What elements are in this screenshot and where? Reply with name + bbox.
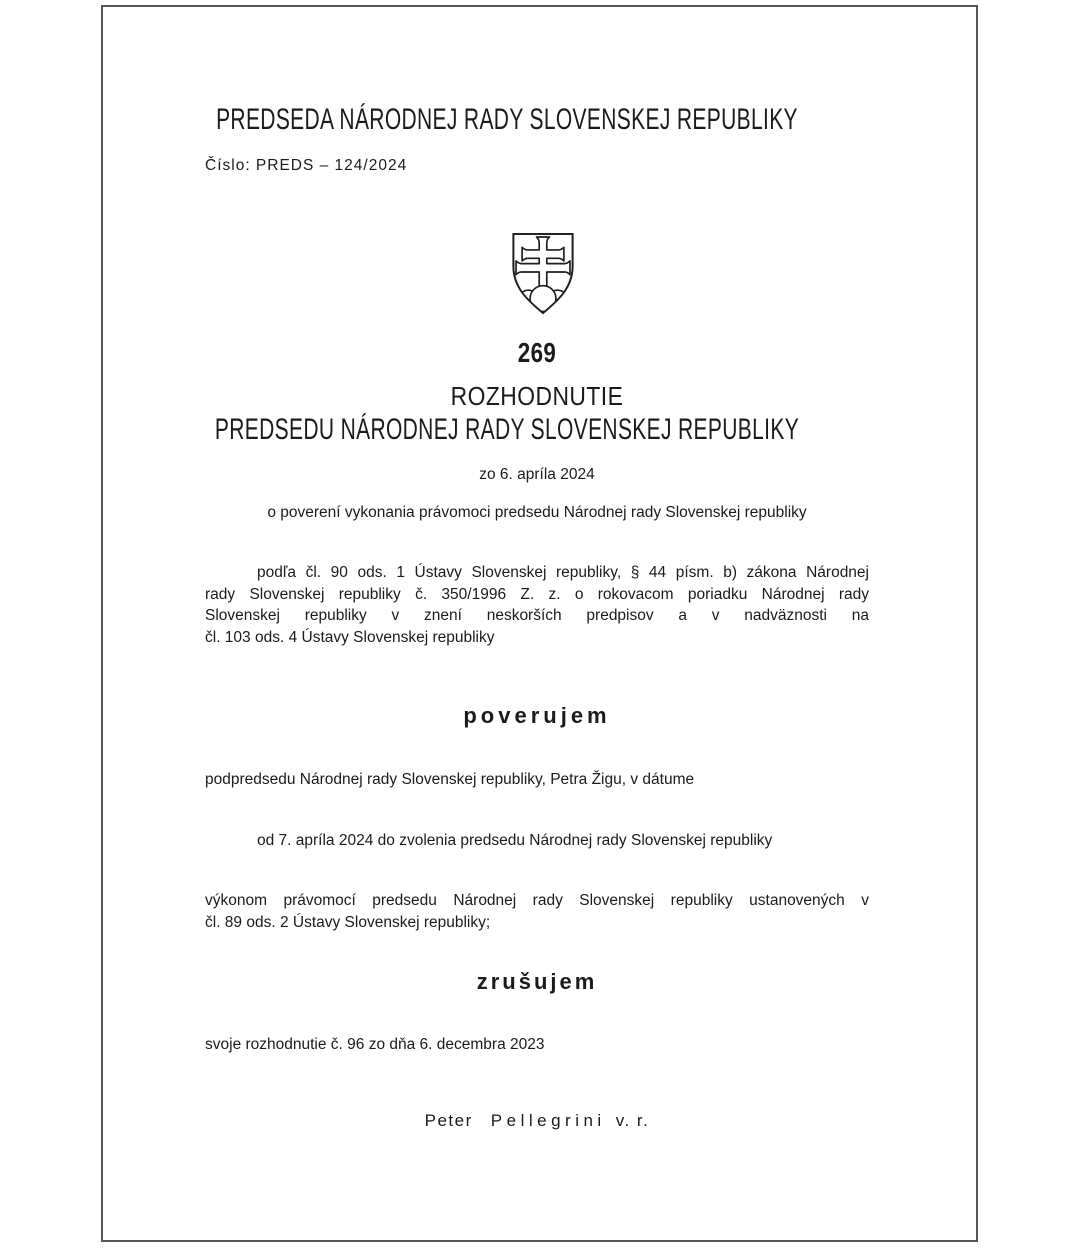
revoked-decision-line: svoje rozhodnutie č. 96 zo dňa 6. decembra 2023 [205,1036,545,1053]
signature-surname: Pellegrini [490,1111,606,1130]
decision-subtitle: PREDSEDU NÁRODNEJ RADY SLOVENSKEJ REPUBLIKY [214,413,800,446]
signature-suffix: v. r. [615,1111,650,1130]
legal-basis-paragraph [205,562,869,648]
powers-line: výkonom právomocí predsedu Národnej rady Slovenskej republiky ustanovených v [205,892,869,909]
appointee-line: podpredsedu Národnej rady Slovenskej republiky, Petra Žigu, v dátume [205,771,695,788]
letterhead: PREDSEDA NÁRODNEJ RADY SLOVENSKEJ REPUBLIKY [216,103,798,136]
revoke-heading: zrušujem [476,969,598,994]
period-line: od 7. apríla 2024 do zvolenia predsedu Národnej rady Slovenskej republiky [257,832,773,849]
case-number: Číslo: PREDS – 124/2024 [205,157,408,174]
legal-basis-line: rady Slovenskej republiky č. 350/1996 Z. z. o rokovacom poriadku Národnej rady [205,585,869,603]
decision-subtitle-row [205,413,869,449]
powers-line: čl. 89 ods. 2 Ústavy Slovenskej republiky; [205,913,491,931]
authorize-heading: poverujem [463,703,611,728]
decision-number: 269 [517,337,557,368]
decision-number-row [205,338,869,374]
legal-basis-line: podľa čl. 90 ods. 1 Ústavy Slovenskej republiky, § 44 písm. b) zákona Národnej [257,564,869,581]
powers-paragraph [205,890,869,933]
subject-line: o poverení vykonania právomoci predsedu Národnej rady Slovenskej republiky [267,504,807,521]
legal-basis-line: Slovenskej republiky v znení neskorších predpisov a v nadväznosti na [205,607,869,624]
signature-line [205,1110,869,1132]
date-line: zo 6. apríla 2024 [479,466,595,483]
slovak-coat-of-arms-icon [505,228,581,319]
page-border [101,5,978,1242]
legal-basis-line: čl. 103 ods. 4 Ústavy Slovenskej republiky [205,628,495,646]
signature-name: Peter [424,1111,473,1130]
decision-title: ROZHODNUTIE [450,381,624,411]
letterhead-row [205,103,869,139]
